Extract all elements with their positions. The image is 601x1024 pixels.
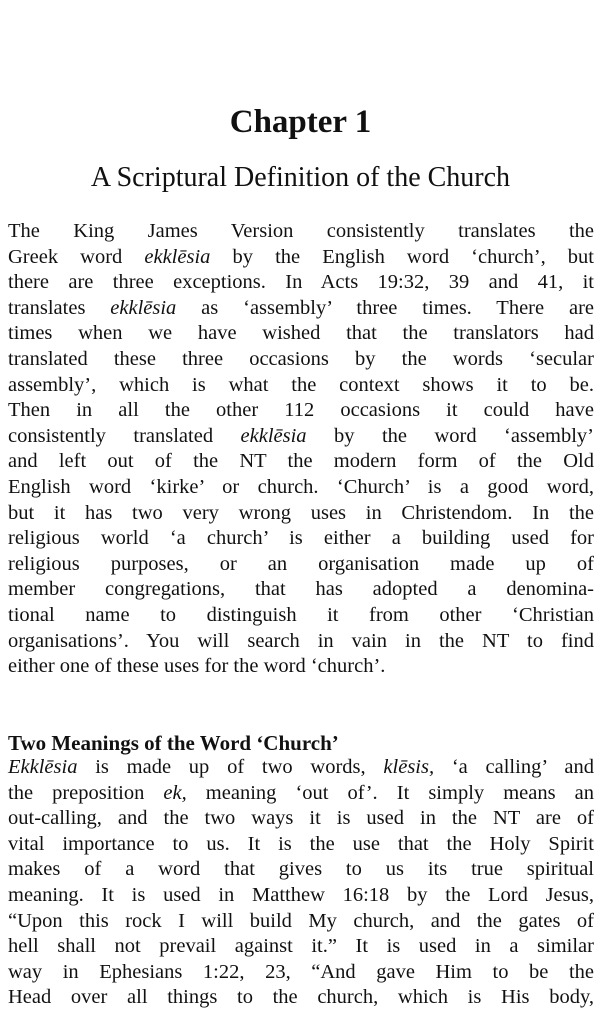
italic-term: ekklēsia xyxy=(110,296,177,319)
text-line: out-calling, and the two ways it is used in the NT are of xyxy=(8,807,594,830)
text-line: the preposition ek, meaning ‘out of’. It simply means an xyxy=(8,781,594,804)
text-line: meaning. It is used in Matthew 16:18 by the Lord Jesus, xyxy=(8,883,594,906)
paragraph-two-meanings xyxy=(8,755,594,1011)
chapter-title: Chapter 1 xyxy=(229,104,372,140)
paragraph-intro xyxy=(8,219,594,680)
text-line: consistently translated ekklēsia by the word ‘assembly’ xyxy=(8,424,595,447)
italic-term: klēsis, xyxy=(383,756,435,778)
text-line: way in Ephesians 1:22, 23, “And gave Him to be the xyxy=(8,960,594,983)
text-line: Ekklēsia is made up of two words, klēsis, ‘a calling’ and xyxy=(8,756,594,778)
text-line: religious world ‘a church’ is either a building used for xyxy=(8,527,594,550)
text-line: but it has two very wrong uses in Christendom. In the xyxy=(8,501,594,524)
text-line: translated these three occasions by the words ‘secular xyxy=(8,347,594,370)
text-line: “Upon this rock I will build My church, and the gates of xyxy=(8,909,594,932)
text-line: and left out of the NT the modern form of the Old xyxy=(8,450,594,473)
text-line: translates ekklēsia as ‘assembly’ three times. There are xyxy=(8,296,594,319)
italic-term: ek, xyxy=(163,781,187,804)
text-line: hell shall not prevail against it.” It is used in a similar xyxy=(8,935,594,958)
text-line: tional name to distinguish it from other ‘Christian xyxy=(8,603,594,626)
text-line: there are three exceptions. In Acts 19:32, 39 and 41, it xyxy=(8,271,594,294)
text-line: either one of these uses for the word ‘church’. xyxy=(8,655,386,678)
text-line: makes of a word that gives to us its true spiritual xyxy=(8,858,594,881)
text-line: Greek word ekklēsia by the English word ‘church’, but xyxy=(8,245,594,268)
text-line: The King James Version consistently translates the xyxy=(8,220,594,242)
text-line: assembly’, which is what the context shows it to be. xyxy=(8,373,594,396)
section-heading: Two Meanings of the Word ‘Church’ xyxy=(8,731,339,755)
text-line: Head over all things to the church, which is His body, xyxy=(8,986,594,1009)
chapter-subtitle: A Scriptural Definition of the Church xyxy=(90,162,511,193)
text-line: religious purposes, or an organisation made up of xyxy=(8,552,594,575)
text-line: member congregations, that has adopted a denomina- xyxy=(8,578,594,601)
italic-term: Ekklēsia xyxy=(8,756,78,778)
italic-term: ekklēsia xyxy=(240,424,307,447)
text-line: times when we have wished that the translators had xyxy=(8,322,594,345)
text-line: vital importance to us. It is the use that the Holy Spirit xyxy=(8,832,594,855)
text-line: organisations’. You will search in vain in the NT to find xyxy=(8,629,594,652)
italic-term: ekklēsia xyxy=(144,245,211,268)
text-line: Then in all the other 112 occasions it could have xyxy=(8,399,594,422)
text-line: English word ‘kirke’ or church. ‘Church’ is a good word, xyxy=(8,475,594,498)
